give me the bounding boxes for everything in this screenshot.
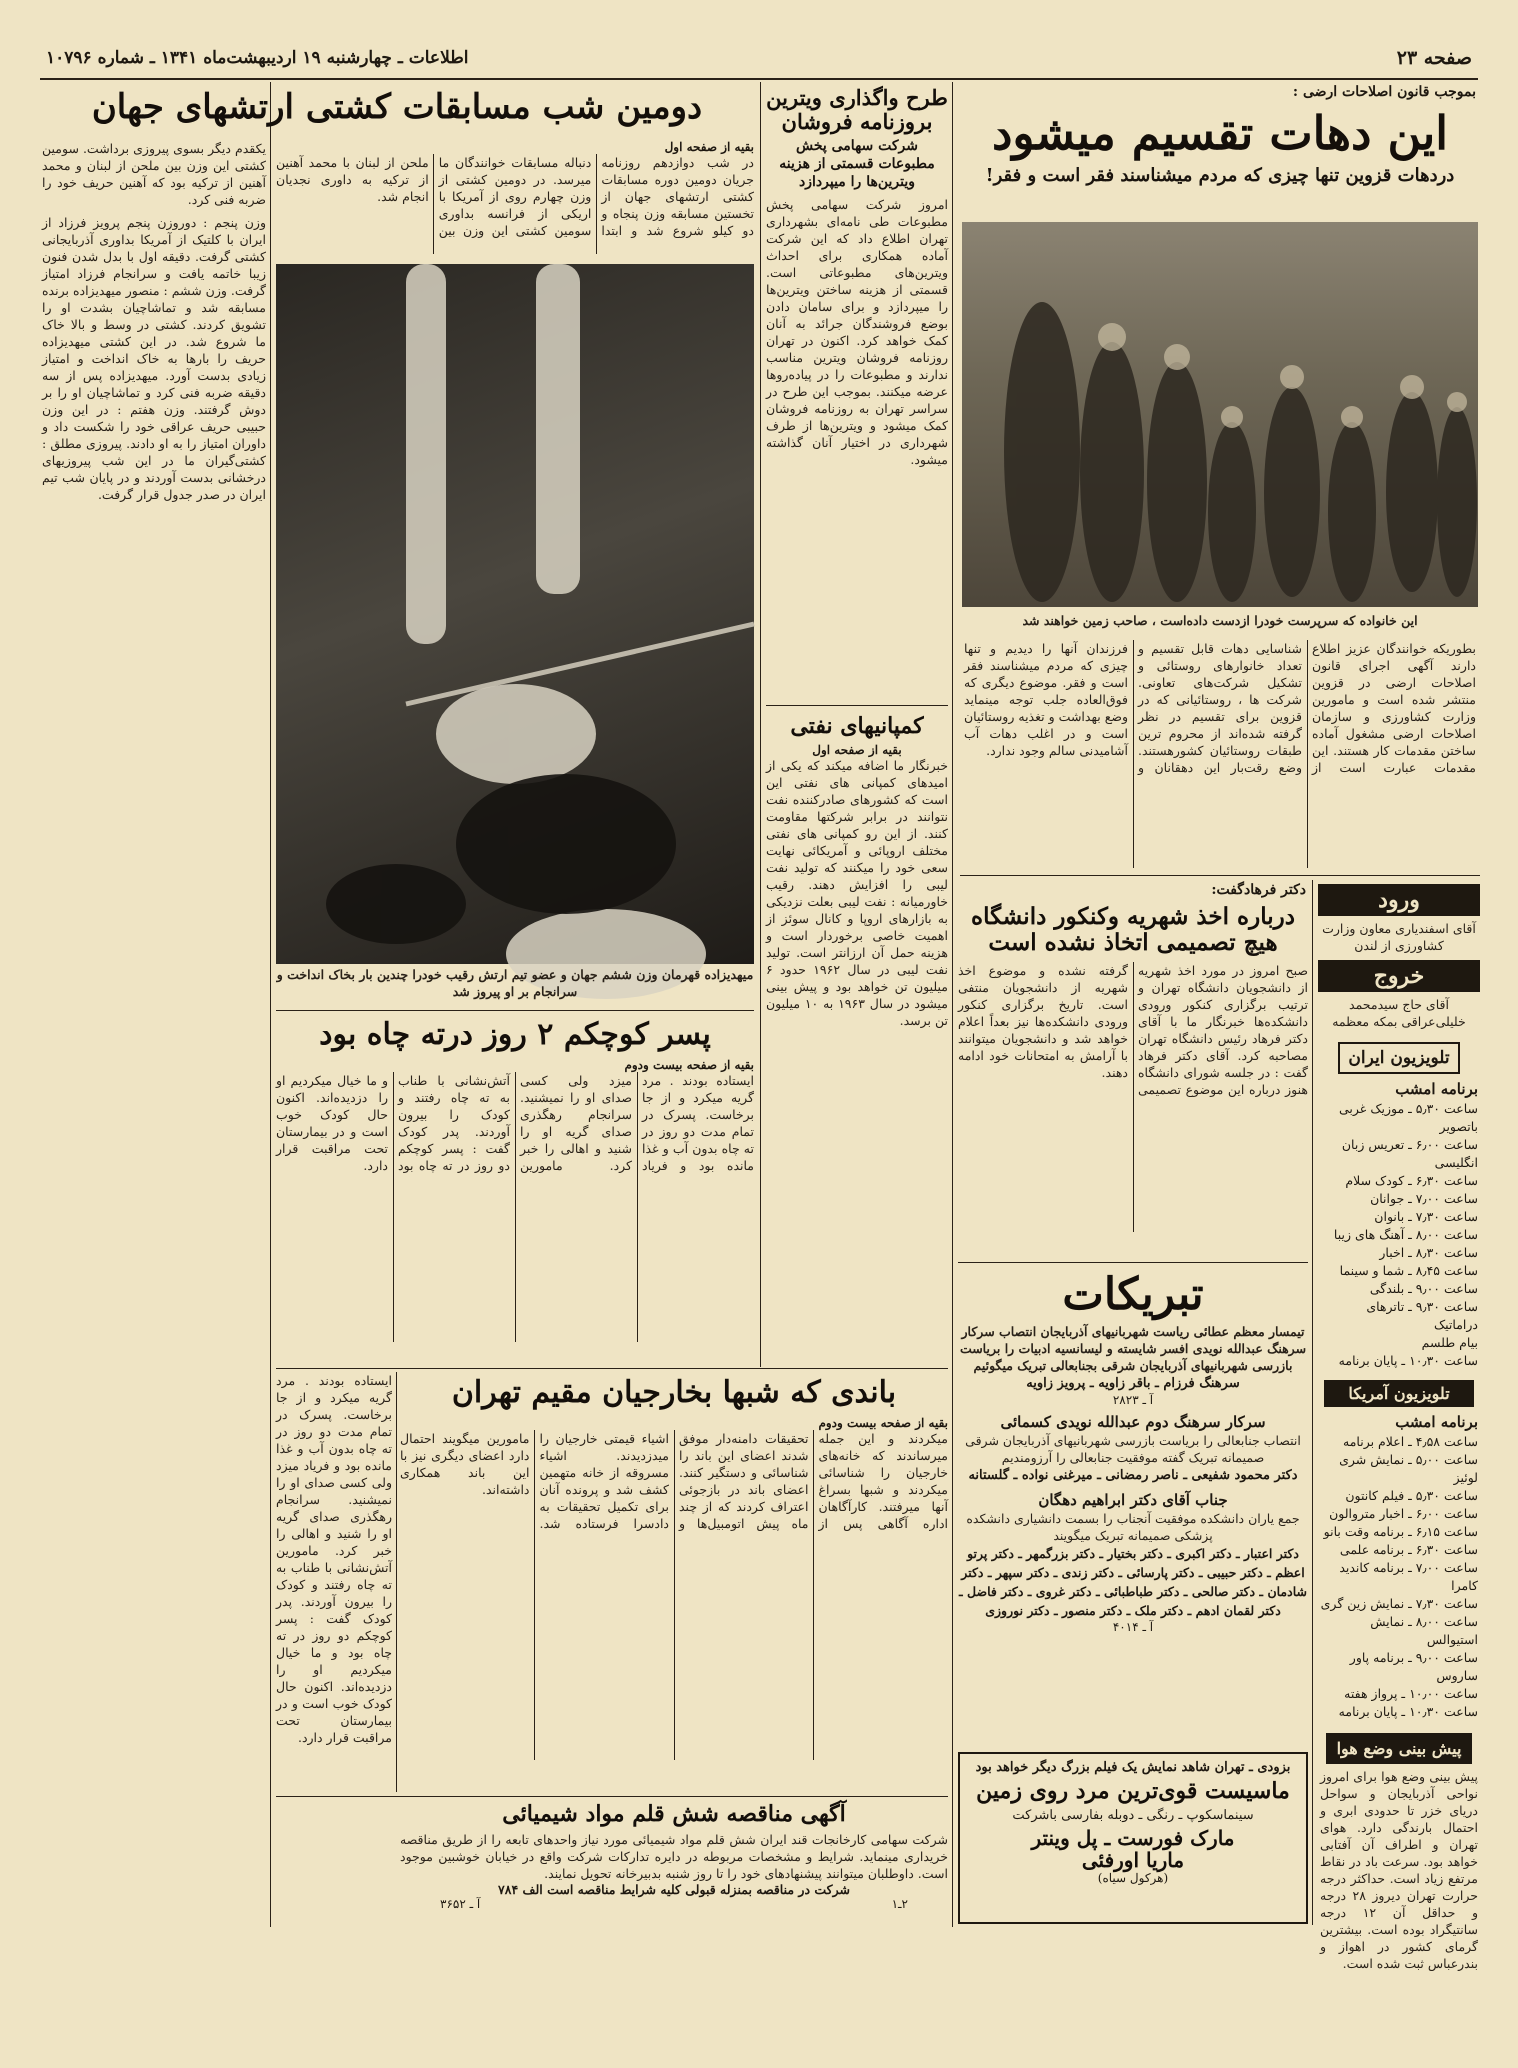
section-divider xyxy=(276,1796,948,1797)
cinema-ad-title: ماسیست قوی‌ترین مرد روی زمین xyxy=(976,1778,1290,1804)
congrats-paragraph: انتصاب جنابعالی را بریاست بازرسی شهربانیهای آذربایجان شرقی صمیمانه تبریک گفته موفقیت جنابعالی را آرزومندیم xyxy=(965,1433,1301,1466)
ad-code: ۲ـ۱ xyxy=(891,1896,908,1911)
article-body: میکردند و این جمله میرساندند که خانه‌های خارجیان را شناسائی میکردند و شبها بسراغ آنها میرفتند. کارآگاهان اداره آگاهی پس از تحقیقات دامنه‌دار موفق شدند اعضای این باند را شناسائی و دستگیر کنند. اعضای باند در بازجوئی اعتراف کردند که از چند ماه پیش اتومبیل‌ها و اشیاء قیمتی خارجیان را میدزدیدند. اشیاء مسروقه از خانه متهمین کشف شد و پرونده آنان برای تکمیل تحقیقات به دادسرا فرستاده شد. مامورین میگویند احتمال دارد اعضای دیگری نیز با این باند همکاری داشته‌اند. xyxy=(400,1430,948,1531)
column-divider xyxy=(760,82,761,1367)
list-item: ساعت ۱۰٫۰۰ ـ پرواز هفته xyxy=(1344,1686,1478,1701)
list-item: ساعت ۶٫۳۰ ـ برنامه علمی xyxy=(1339,1542,1478,1557)
departures-text: آقای حاج سیدمحمد خلیلی‌عراقی بمکه معظمه xyxy=(1332,997,1466,1029)
list-item: ساعت ۵٫۰۰ ـ نمایش شری لوئیز xyxy=(1339,1452,1478,1485)
column-divider xyxy=(952,82,953,1927)
ad-code: آ ـ ۲۸۲۳ xyxy=(1112,1393,1154,1408)
list-item: بیام طلسم xyxy=(1421,1335,1478,1350)
article-body: صبح امروز در مورد اخذ شهریه از دانشجویان دانشگاه تهران و ترتیب برگزاری کنکور ورودی دانشکده‌ها خبرنگار ما با آقای دکتر فرهاد رئیس دانشگاه تهران مصاحبه کرد. آقای دکتر فرهاد گفت : در جلسه شورای دانشگاه هنوز درباره این موضوع تصمیمی گرفته نشده و موضوع اخذ شهریه از دانشجویان منتفی است. تاریخ برگزاری کنکور ورودی دانشکده‌ها نیز بعداً اعلام خواهد شد و دانشجویان میتوانند با آرامش به امتحانات خود ادامه دهند. xyxy=(958,962,1308,1097)
list-item: ساعت ۹٫۰۰ ـ بلندگی xyxy=(1369,1281,1478,1296)
cinema-ad-intro: بزودی ـ تهران شاهد نمایش یک فیلم بزرگ دیگر خواهد بود xyxy=(975,1760,1291,1775)
tv-iran-schedule xyxy=(1318,1100,1480,1370)
page-number: صفحه ۲۳ xyxy=(1396,47,1472,69)
congrats-names: دکتر محمود شفیعی ـ ناصر رمضانی ـ میرغنی نواده ـ گلستانه xyxy=(968,1468,1298,1484)
notices-column xyxy=(1318,880,1480,1971)
land-reform-article xyxy=(960,82,1480,872)
article-headline: دومین شب مسابقات کشتی ارتشهای جهان xyxy=(91,87,703,127)
list-item: ساعت ۴٫۵۸ ـ اعلام برنامه xyxy=(1343,1434,1478,1449)
section-divider xyxy=(276,1368,948,1369)
arrivals-banner: ورود xyxy=(1318,884,1480,916)
tender-body: شرکت سهامی کارخانجات قند ایران شش قلم مواد شیمیائی مورد نیاز واحدهای تابعه را از طریق مناقصه خریداری مینماید. شرایط و مشخصات مربوطه در دایره تدارکات شرکت واقع در خیابان خوشبین موجود است. داوطلبان میتوانند پیشنهادهای خود را تا روز شنبه بدبیرخانه تحویل نمایند. xyxy=(400,1831,948,1881)
weather-logo-text: پیش بینی وضع هوا xyxy=(1336,1739,1462,1758)
ad-code: آ ـ ۳۶۵۲ xyxy=(440,1896,481,1911)
tv-america-title: برنامه امشب xyxy=(1395,1413,1478,1431)
list-item: ساعت ۸٫۰۰ ـ نمایش استیوالس xyxy=(1370,1614,1478,1647)
article-body: وزن پنجم : دوروزن پنجم پرویز فرزاد از ایران با کلتیک از آمریکا بداوری آذربایجانی کشتی گرفت. دقیقه اول با بدل شدن فنون زیبا خاتمه یافت و سرانجام فرزاد امتیاز گرفت. وزن ششم : منصور میهدیزاده برنده مسابقه شد و تماشاچیان بشدت او را تشویق کردند. کشتی در وسط و بالا خاک ما شروع شد. در این کشتی میهدیزاده حریف را بارها به خاک انداخت و امتیاز زیادی بدست آورد. میهدیزاده پس از سه دقیقه ضربه فنی کرد و تماشاچیان او را بر دوش گرفتند. وزن هفتم : در این وزن حبیبی حریف عراقی خود را شکست داد و داوران امتیاز را به او دادند. پیروزی مطلق : کشتی‌گیران ما در این شب پیروزیهای درخشانی بدست آوردند و در پایان شب تیم ایران در صدر جدول قرار گرفت. xyxy=(42,215,266,502)
article-headline: طرح واگذاری ویترین بروزنامه فروشان xyxy=(766,85,948,134)
congratulations-section xyxy=(958,1266,1308,1746)
tender-advertisement xyxy=(400,1800,948,1925)
article-subheadline: شرکت سهامی پخش مطبوعات قسمتی از هزینه ویترین‌ها را میپردازد xyxy=(779,138,935,191)
article-headline: کمپانیهای نفتی xyxy=(790,713,924,739)
wrestling-photo xyxy=(276,264,754,964)
tv-america-logo xyxy=(1324,1380,1474,1407)
list-item: ساعت ۸٫۳۰ ـ اخبار xyxy=(1379,1245,1478,1260)
section-divider xyxy=(766,705,948,706)
wrestling-lead xyxy=(276,140,754,262)
article-headline: این دهات تقسیم میشود xyxy=(991,106,1449,160)
list-item: ساعت ۸٫۴۵ ـ شما و سینما xyxy=(1339,1263,1478,1278)
photo-caption: این خانواده که سرپرست خودرا ازدست داده‌است ، صاحب زمین خواهند شد xyxy=(1022,613,1418,628)
list-item: ساعت ۶٫۱۵ ـ برنامه وقت بانو xyxy=(1323,1524,1478,1539)
tv-iran-logo xyxy=(1338,1042,1460,1074)
cinema-ad-format: سینماسکوپ ـ رنگی ـ دوبله بفارسی باشرکت xyxy=(1012,1807,1254,1823)
tv-iran-logo-text: تلویزیون ایران xyxy=(1348,1048,1450,1068)
well-continuation xyxy=(276,1372,392,1792)
weather-body: پیش بینی وضع هوا برای امروز نواحی آذربایجان و سواحل دریای خزر تا حدودی ابری و احتمال بارندگی دارد. هوای تهران و اطراف آن آفتابی خواهد بود. سرعت باد در نقاط مرتفع زیاد است. حداکثر درجه حرارت تهران دیروز ۲۸ درجه و حداقل آن ۱۲ درجه سانتیگراد بوده است. بیشترین گرمای کشور در اهواز و بندرعباس ثبت شده است. xyxy=(1320,1769,1479,1971)
page-header xyxy=(40,38,1478,80)
tender-title: آگهی مناقصه شش قلم مواد شیمیائی xyxy=(502,1801,846,1827)
article-headline: باندی که شبها بخارجیان مقیم تهران xyxy=(451,1375,897,1410)
congrats-names: دکتر اعتبار ـ دکتر اکبری ـ دکتر بختیار ـ دکتر بزرگمهر ـ دکتر پرتو اعظم ـ دکتر حبیبی ـ دکتر پارسائی ـ دکتر زندی ـ دکتر سپهر ـ دکتر شادمان ـ دکتر صالحی ـ دکتر طباطبائی ـ دکتر غروی ـ دکتر فاضل ـ دکتر لقمان ادهم ـ دکتر ملک ـ دکتر منصور ـ دکتر نوروزی xyxy=(959,1546,1307,1619)
list-item: ساعت ۶٫۰۰ ـ تعریس زبان انگلیسی xyxy=(1341,1137,1478,1170)
list-item: ساعت ۵٫۳۰ ـ فیلم کانتون xyxy=(1345,1488,1478,1503)
article-body: ایستاده بودند . مرد گریه میکرد و از جا برخاست. پسرک در تمام مدت دو روز در ته چاه بدون آب و غذا مانده بود و فریاد میزد ولی کسی صدای او را نمیشنید. سرانجام رهگذری صدای گریه او را شنید و اهالی را خبر کرد. مامورین آتش‌نشانی با طناب به ته چاه رفتند و کودک را بیرون آوردند. پدر کودک گفت : پسر کوچکم دو روز در ته چاه بود و ما خیال میکردیم او را دزدیده‌اند. اکنون حال کودک خوب است و در بیمارستان تحت مراقبت قرار دارد. xyxy=(276,1072,754,1173)
list-item: ساعت ۷٫۰۰ ـ جوانان xyxy=(1370,1191,1478,1206)
congrats-paragraph: تیمسار معظم عطائی ریاست شهربانیهای آذربایجان انتصاب سرکار سرهنگ عبدالله نویدی افسر شایسته و لیسانسیه ادبیات را بریاست بازرسی شهربانیهای آذربایجان شرقی بجنابعالی تبریک میگوئیم xyxy=(959,1324,1307,1374)
oil-article xyxy=(766,710,948,1270)
university-article xyxy=(958,880,1308,1260)
tv-iran-title: برنامه امشب xyxy=(1395,1080,1478,1098)
cinema-ad-studio: (هرکول سیاه) xyxy=(1097,1871,1169,1886)
list-item: ساعت ۱۰٫۳۰ ـ پایان برنامه xyxy=(1338,1704,1478,1719)
congrats-names: سرهنگ فرزام ـ باقر زاویه ـ پرویز زاویه xyxy=(1026,1376,1240,1392)
section-divider xyxy=(960,875,1480,876)
wrestlers-illustration xyxy=(276,264,754,964)
family-figures-illustration xyxy=(962,222,1478,607)
cinema-ad-actors: مارک فورست ـ پل وینتر xyxy=(1031,1825,1235,1850)
list-item: ساعت ۶٫۳۰ ـ کودک سلام xyxy=(1345,1173,1478,1188)
arrivals-text: آقای اسفندیاری معاون وزارت کشاورزی از لندن xyxy=(1322,921,1476,953)
article-kicker: بقیه از صفحه بیست ودوم xyxy=(818,1415,948,1430)
list-item: ساعت ۱۰٫۳۰ ـ پایان برنامه xyxy=(1338,1353,1478,1368)
list-item: ساعت ۷٫۰۰ ـ برنامه کاندید کامرا xyxy=(1339,1560,1478,1593)
article-headline: پسر کوچکم ۲ روز درته چاه بود xyxy=(319,1017,711,1052)
issue-info: اطلاعات ـ چهارشنبه ۱۹ اردیبهشت‌ماه ۱۳۴۱ ـ شماره ۱۰۷۹۶ xyxy=(46,48,469,68)
article-body: خبرنگار ما اضافه میکند که یکی از امیدهای کمپانی های نفتی این است که کشورهای صادرکننده نفت نتوانند در برابر شرکتها مقاومت کنند. از این رو کمپانی های نفتی مختلف اروپائی و آمریکائی نهایت سعی خود را میکنند که تولید نفت لیبی را افزایش دهند. رقیب خاورمیانه : نفت لیبی بعلت نزدیکی به بازارهای اروپا و کانال سوئز از اهمیت خاصی برخوردار است و هزینه حمل آن ارزانتر است. تولید نفت لیبی در سال ۱۹۶۲ حدود ۶ میلیون تن خواهد بود و پیش بینی میشود در سال ۱۹۶۳ به ۱۰ میلیون تن برسد. xyxy=(766,757,948,1028)
article-body: ایستاده بودند . مرد گریه میکرد و از جا برخاست. پسرک در تمام مدت دو روز در ته چاه بدون آب و غذا مانده بود و فریاد میزد ولی کسی صدای او را نمیشنید. سرانجام رهگذری صدای گریه او را شنید و اهالی را خبر کرد. مامورین آتش‌نشانی با طناب به ته چاه رفتند و کودک را بیرون آوردند. پدر کودک گفت : پسر کوچکم دو روز در ته چاه بود و ما خیال میکردیم او را دزدیده‌اند. اکنون حال کودک خوب است و در بیمارستان تحت مراقبت قرار دارد. xyxy=(276,1373,392,1745)
column-divider xyxy=(1312,880,1313,1925)
article-kicker: بموجب قانون اصلاحات ارضی : xyxy=(1292,84,1476,100)
article-kicker: بقیه از صفحه بیست ودوم xyxy=(624,1057,754,1072)
article-headline: درباره اخذ شهریه وکنکور دانشگاه هیچ تصمیمی اتخاذ نشده است xyxy=(971,903,1295,956)
tender-codes xyxy=(400,1897,948,1911)
article-kicker: بقیه از صفحه اول xyxy=(812,742,902,757)
list-item: ساعت ۵٫۳۰ ـ موزیک غربی باتصویر xyxy=(1339,1101,1478,1134)
article-subheadline: دردهات قزوین تنها چیزی که مردم میشناسند فقر است و فقر! xyxy=(985,164,1455,186)
photo-caption: میهدیزاده قهرمان وزن ششم جهان و عضو تیم ارتش رقیب خودرا چندین بار بخاک انداخت و سرانجام بر او پیروز شد xyxy=(276,967,754,999)
weather-logo xyxy=(1326,1733,1472,1764)
list-item: ساعت ۹٫۳۰ ـ تاترهای دراماتیک xyxy=(1366,1299,1478,1332)
section-divider xyxy=(276,1010,754,1011)
congrats-paragraph: جمع یاران دانشکده موفقیت آنجناب را بسمت دانشیاری دانشکده پزشکی صمیمانه تبریک میگویند xyxy=(966,1511,1300,1544)
well-article xyxy=(276,1014,754,1364)
tv-america-schedule xyxy=(1318,1433,1480,1721)
congrats-title: تبریکات xyxy=(1062,1269,1204,1320)
article-kicker: دکتر فرهادگفت: xyxy=(1211,882,1306,898)
departures-banner: خروج xyxy=(1318,960,1480,992)
article-body: یکقدم دیگر بسوی پیروزی برداشت. سومین کشتی این وزن بین ملحن از لبنان و محمد آهنین از ترکیه بود که آهنین حریف خود را ضربه فنی کرد. xyxy=(42,141,266,207)
congrats-heading: جناب آقای دکتر ابراهیم دهگان xyxy=(1038,1491,1228,1510)
article-body: در شب دوازدهم روزنامه جریان دومین دوره مسابقات کشتی ارتشهای جهان از تخستین مسابقه وزن پنجاه و دو کیلو شروع شد و ابتدا دنباله مسابقات خوانندگان ما میرسد. در دومین کشتی از وزن چهارم روی از آمریکا با اریکی از فرانسه بداوری سومین کشتی این وزن بین ملحن از لبنان با محمد آهنین از ترکیه به داوری نجدیان انجام شد. xyxy=(276,155,754,238)
gang-article xyxy=(400,1372,948,1792)
kiosk-article xyxy=(766,82,948,702)
cinema-advertisement xyxy=(958,1752,1308,1924)
article-body: بطوریکه خوانندگان عزیز اطلاع دارند آگهی اجرای قانون اصلاحات ارضی در قزوین منتشر شده است و مامورین وزارت کشاورزی و سازمان اصلاحات ارضی مشغول آماده ساختن مقدمات کار هستند. این مقدمات عبارت است از شناسایی دهات قابل تقسیم و تعداد خانوارهای روستائی و تشکیل شرکت‌های تعاونی. شرکت ها ، روستائیانی که در قزوین برای تقسیم در نظر گرفته شده‌اند از محروم ترین طبقات روستائیان کشورهستند. وضع رقت‌بار این دهقانان و فرزندان آنها را دیدیم و تنها چیزی که مردم میشناسند فقر است و فقر. موضوع دیگری که فوق‌العاده جلب توجه مینماید وضع بهداشت و تغذیه روستائیان است و در اغلب دهات آب آشامیدنی سالم وجود ندارد. xyxy=(964,641,1476,775)
list-item: ساعت ۹٫۰۰ ـ برنامه پاور ساروس xyxy=(1349,1650,1478,1683)
article-kicker: بقیه از صفحه اول xyxy=(664,140,754,154)
tv-america-logo-text: تلویزیون آمریکا xyxy=(1348,1384,1450,1403)
wrestling-second-column xyxy=(42,140,266,1925)
ad-code: آ ـ ۴۰۱۴ xyxy=(1112,1620,1154,1635)
village-family-photo xyxy=(962,222,1478,607)
section-divider xyxy=(958,1262,1308,1263)
column-divider xyxy=(396,1372,397,1792)
list-item: ساعت ۸٫۰۰ ـ آهنگ های زیبا xyxy=(1333,1227,1478,1242)
list-item: ساعت ۶٫۰۰ ـ اخبار متروالون xyxy=(1329,1506,1478,1521)
cinema-ad-actress: ماریا اورفئی xyxy=(1081,1848,1185,1873)
tender-footer: شرکت در مناقصه بمنزله قبولی کلیه شرایط مناقصه است الف ۷۸۴ xyxy=(498,1881,850,1897)
article-body: امروز شرکت سهامی پخش مطبوعات طی نامه‌ای بشهرداری تهران اطلاع داد که این شرکت آماده همکاری برای احداث ویترین‌های مطبوعاتی است. قسمتی از هزینه ساختن ویترین‌ها را میپردازد و برای سامان دادن بوضع فروشندگان جرائد به آنان کمک خواهد کرد. اکنون در تهران روزنامه فروشان ویترین مناسب ندارند و مطبوعات را در پیاده‌روها عرضه میکنند. بموجب این طرح در سراسر تهران به روزنامه فروشان کمک میشود و ویترین‌ها از طرف شهرداری در اختیار آنان گذاشته میشود. xyxy=(766,196,948,467)
list-item: ساعت ۷٫۳۰ ـ نمایش زین گری xyxy=(1320,1596,1478,1611)
congrats-heading: سرکار سرهنگ دوم عبدالله نویدی کسمائی xyxy=(1000,1413,1266,1432)
list-item: ساعت ۷٫۳۰ ـ بانوان xyxy=(1374,1209,1478,1224)
